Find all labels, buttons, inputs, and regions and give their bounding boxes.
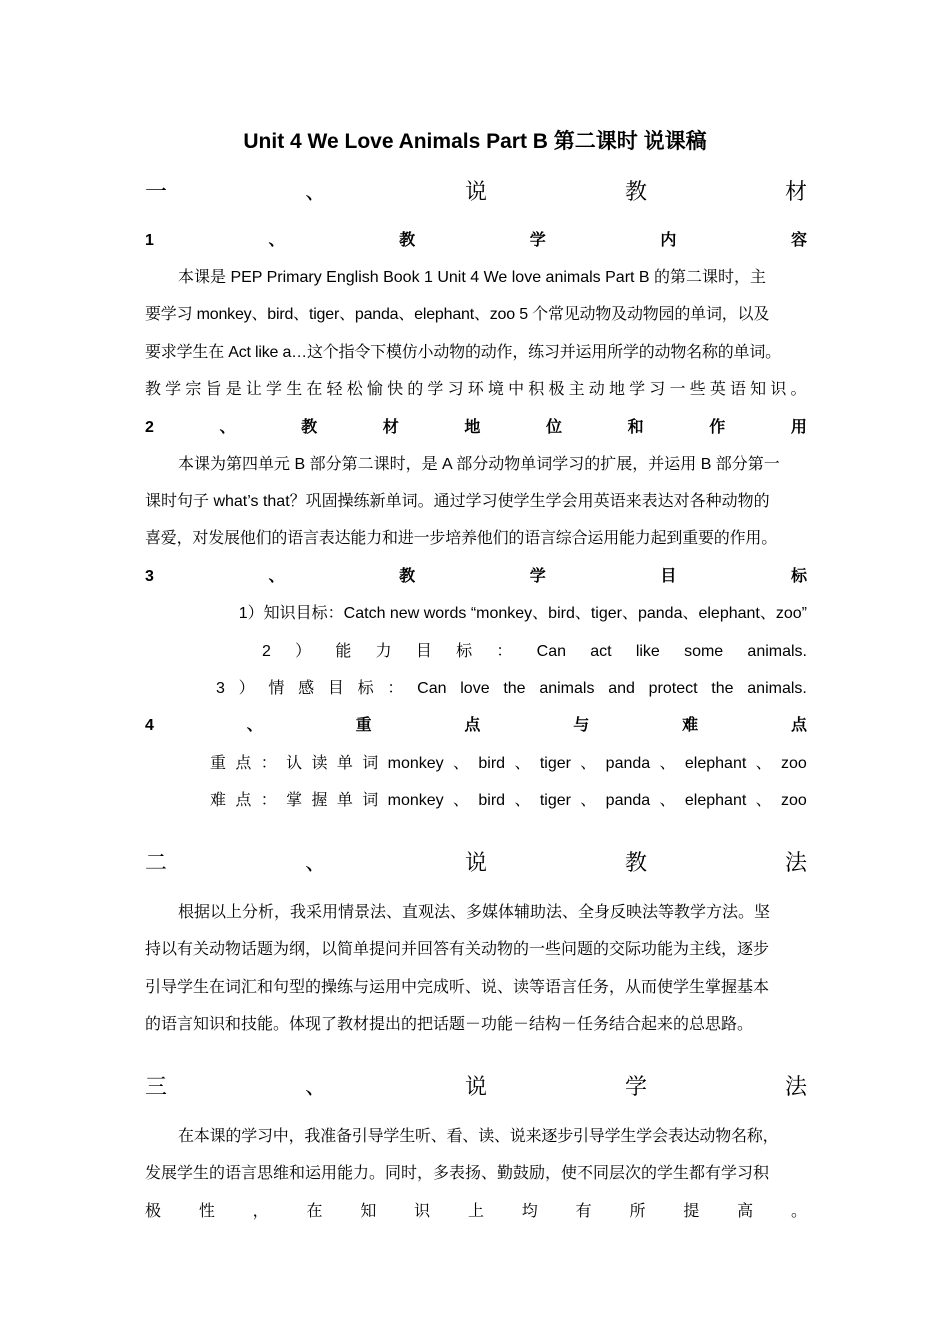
text-token: 、 bbox=[659, 792, 676, 809]
heading-char: 、 bbox=[268, 568, 285, 585]
text-token: 、 bbox=[755, 755, 772, 772]
text-token: Can bbox=[417, 680, 447, 697]
text-token: 2 bbox=[262, 643, 271, 660]
text-char: 环 bbox=[467, 381, 484, 398]
text-char: 在 bbox=[306, 1203, 323, 1220]
text-char: 。 bbox=[790, 1203, 807, 1220]
text-token: 难 bbox=[210, 792, 227, 809]
heading-char: 点 bbox=[464, 717, 481, 734]
text-token: animals. bbox=[747, 680, 807, 697]
heading-char: 用 bbox=[790, 419, 807, 436]
text-char: 让 bbox=[245, 381, 262, 398]
text-token: ） bbox=[295, 643, 312, 660]
text-token: 、 bbox=[514, 792, 531, 809]
text-token: 掌 bbox=[286, 792, 303, 809]
text-token: tiger bbox=[539, 792, 571, 809]
text-token: ： bbox=[496, 643, 513, 660]
paragraph-line: 课时句子 what’s that？巩固操练新单词。通过学习使学生学会用英语来表达对各种动物的 bbox=[145, 493, 770, 510]
heading-char: 、 bbox=[304, 1074, 327, 1099]
text-char: 有 bbox=[575, 1203, 592, 1220]
text-token: 、 bbox=[755, 792, 772, 809]
heading-char: 学 bbox=[529, 232, 546, 249]
goal-knowledge: 1）知识目标：Catch new words “monkey、bird、tiger、panda、elephant、zoo” bbox=[238, 605, 807, 622]
text-token: 感 bbox=[298, 680, 315, 697]
text-char: 地 bbox=[608, 381, 625, 398]
paragraph-line: 发展学生的语言思维和运用能力。同时，多表扬、勤鼓励，使不同层次的学生都有学习积 bbox=[145, 1165, 770, 1182]
text-char: 松 bbox=[346, 381, 363, 398]
text-token: tiger bbox=[539, 755, 571, 772]
text-token: 力 bbox=[375, 643, 392, 660]
text-token: love bbox=[460, 680, 490, 697]
heading-char: 1 bbox=[145, 232, 154, 249]
text-token: panda bbox=[605, 755, 651, 772]
heading-char: 难 bbox=[682, 717, 699, 734]
subheading-1-2 bbox=[145, 416, 807, 440]
text-char: 旨 bbox=[205, 381, 222, 398]
subheading-1-3 bbox=[145, 565, 807, 589]
text-token: ： bbox=[260, 755, 277, 772]
heading-char: 2 bbox=[145, 419, 154, 436]
goal-ability bbox=[262, 640, 807, 664]
heading-char: 容 bbox=[790, 232, 807, 249]
text-token: elephant bbox=[684, 792, 747, 809]
text-char: 知 bbox=[750, 381, 767, 398]
heading-char: 、 bbox=[246, 717, 263, 734]
text-char: 学 bbox=[629, 381, 646, 398]
text-token: animals bbox=[539, 680, 595, 697]
heading-char: 说 bbox=[464, 179, 487, 204]
paragraph-line: 本课是 PEP Primary English Book 1 Unit 4 We love animals Part B 的第二课时，主 bbox=[178, 269, 767, 286]
heading-char: 二 bbox=[145, 850, 168, 875]
text-char: 愉 bbox=[366, 381, 383, 398]
text-char: 上 bbox=[467, 1203, 484, 1220]
text-token: ： bbox=[260, 792, 277, 809]
text-char: 在 bbox=[306, 381, 323, 398]
text-token: zoo bbox=[781, 755, 807, 772]
paragraph-line: 根据以上分析，我采用情景法、直观法、多媒体辅助法、全身反映法等教学方法。坚 bbox=[178, 904, 771, 921]
text-char: 动 bbox=[588, 381, 605, 398]
text-char: 高 bbox=[737, 1203, 754, 1220]
text-token: 词 bbox=[362, 792, 379, 809]
text-token: 单 bbox=[336, 792, 353, 809]
section-heading-3 bbox=[145, 1072, 807, 1102]
text-char: 一 bbox=[669, 381, 686, 398]
text-token: 握 bbox=[311, 792, 328, 809]
paragraph-line: 要求学生在 Act like a…这个指令下模仿小动物的动作，练习并运用所学的动物名称的单词。 bbox=[145, 344, 781, 361]
text-char: 习 bbox=[649, 381, 666, 398]
text-token: monkey bbox=[387, 755, 444, 772]
text-token: elephant bbox=[684, 755, 747, 772]
text-token: bird bbox=[478, 792, 506, 809]
text-char: 。 bbox=[790, 381, 807, 398]
text-token: bird bbox=[478, 755, 506, 772]
document-title: Unit 4 We Love Animals Part B 第二课时 说课稿 bbox=[243, 130, 707, 153]
text-token: 点 bbox=[235, 755, 252, 772]
heading-char: 、 bbox=[268, 232, 285, 249]
heading-char: 、 bbox=[304, 850, 327, 875]
text-char: 是 bbox=[225, 381, 242, 398]
text-token: 3 bbox=[216, 680, 225, 697]
text-char: 快 bbox=[387, 381, 404, 398]
text-token: 点 bbox=[235, 792, 252, 809]
heading-char: 材 bbox=[784, 179, 807, 204]
section-heading-2 bbox=[145, 848, 807, 878]
text-token: 情 bbox=[268, 680, 285, 697]
text-char: 教 bbox=[145, 381, 162, 398]
heading-char: 学 bbox=[529, 568, 546, 585]
paragraph-line: 持以有关动物话题为纲，以简单提问并回答有关动物的一些问题的交际功能为主线，逐步 bbox=[145, 941, 770, 958]
heading-char: 目 bbox=[660, 568, 677, 585]
text-token: some bbox=[684, 643, 724, 660]
heading-char: 、 bbox=[219, 419, 236, 436]
paragraph-line: 引导学生在词汇和句型的操练与运用中完成听、说、读等语言任务，从而使学生掌握基本 bbox=[145, 979, 770, 996]
paragraph-line-justified bbox=[145, 378, 807, 402]
text-token: 单 bbox=[336, 755, 353, 772]
text-token: Can bbox=[536, 643, 566, 660]
text-char: 极 bbox=[548, 381, 565, 398]
text-token: 目 bbox=[415, 643, 432, 660]
text-char: 学 bbox=[165, 381, 182, 398]
heading-char: 教 bbox=[624, 850, 647, 875]
text-token: 、 bbox=[659, 755, 676, 772]
text-token: ） bbox=[238, 680, 255, 697]
text-char: 境 bbox=[487, 381, 504, 398]
goal-emotion bbox=[216, 677, 807, 701]
heading-char: 4 bbox=[145, 717, 154, 734]
text-char: 生 bbox=[286, 381, 303, 398]
text-char: 英 bbox=[709, 381, 726, 398]
heading-char: 教 bbox=[301, 419, 318, 436]
heading-char: 教 bbox=[399, 232, 416, 249]
heading-char: 教 bbox=[624, 179, 647, 204]
text-token: like bbox=[635, 643, 660, 660]
paragraph-line: 在本课的学习中，我准备引导学生听、看、读、说来逐步引导学生学会表达动物名称， bbox=[178, 1128, 779, 1145]
paragraph-line: 的语言知识和技能。体现了教材提出的把话题－功能－结构－任务结合起来的总思路。 bbox=[145, 1016, 754, 1033]
text-char: 中 bbox=[508, 381, 525, 398]
text-char: 语 bbox=[729, 381, 746, 398]
text-char: 学 bbox=[427, 381, 444, 398]
heading-char: 3 bbox=[145, 568, 154, 585]
heading-char: 作 bbox=[709, 419, 726, 436]
text-char: 知 bbox=[360, 1203, 377, 1220]
heading-char: 三 bbox=[145, 1074, 168, 1099]
heading-char: 、 bbox=[304, 179, 327, 204]
heading-char: 地 bbox=[464, 419, 481, 436]
heading-char: 材 bbox=[382, 419, 399, 436]
text-token: monkey bbox=[387, 792, 444, 809]
text-token: zoo bbox=[781, 792, 807, 809]
heading-char: 法 bbox=[784, 850, 807, 875]
subheading-1-4 bbox=[145, 714, 807, 738]
text-char: 积 bbox=[528, 381, 545, 398]
text-char: 主 bbox=[568, 381, 585, 398]
text-token: 能 bbox=[335, 643, 352, 660]
text-char: 所 bbox=[629, 1203, 646, 1220]
text-token: 、 bbox=[453, 755, 470, 772]
heading-char: 法 bbox=[784, 1074, 807, 1099]
text-token: 标 bbox=[357, 680, 374, 697]
text-token: and bbox=[608, 680, 635, 697]
heading-char: 位 bbox=[546, 419, 563, 436]
text-char: ， bbox=[252, 1203, 269, 1220]
text-token: 、 bbox=[580, 755, 597, 772]
text-token: 、 bbox=[580, 792, 597, 809]
text-char: 识 bbox=[770, 381, 787, 398]
text-char: 轻 bbox=[326, 381, 343, 398]
text-token: 目 bbox=[327, 680, 344, 697]
text-token: 、 bbox=[514, 755, 531, 772]
paragraph-line: 喜爱，对发展他们的语言表达能力和进一步培养他们的语言综合运用能力起到重要的作用。 bbox=[145, 530, 778, 547]
heading-char: 标 bbox=[790, 568, 807, 585]
key-point-line bbox=[210, 752, 807, 776]
heading-char: 重 bbox=[355, 717, 372, 734]
heading-char: 一 bbox=[145, 179, 168, 204]
text-char: 性 bbox=[198, 1203, 215, 1220]
heading-char: 学 bbox=[624, 1074, 647, 1099]
heading-char: 教 bbox=[399, 568, 416, 585]
text-token: 读 bbox=[311, 755, 328, 772]
paragraph-line: 本课为第四单元 B 部分第二课时，是 A 部分动物单词学习的扩展，并运用 B 部分第一 bbox=[178, 456, 780, 473]
text-char: 均 bbox=[521, 1203, 538, 1220]
heading-char: 点 bbox=[790, 717, 807, 734]
text-token: protect bbox=[648, 680, 698, 697]
heading-char: 说 bbox=[464, 850, 487, 875]
text-char: 学 bbox=[266, 381, 283, 398]
text-token: 标 bbox=[456, 643, 473, 660]
section-heading-1 bbox=[145, 177, 807, 207]
text-token: act bbox=[590, 643, 612, 660]
text-char: 识 bbox=[414, 1203, 431, 1220]
text-token: 词 bbox=[362, 755, 379, 772]
text-token: the bbox=[503, 680, 526, 697]
heading-char: 和 bbox=[627, 419, 644, 436]
text-char: 的 bbox=[407, 381, 424, 398]
paragraph-line: 要学习 monkey、bird、tiger、panda、elephant、zoo 5 个常见动物及动物园的单词，以及 bbox=[145, 306, 770, 323]
difficult-point-line bbox=[210, 789, 807, 813]
text-char: 些 bbox=[689, 381, 706, 398]
text-char: 提 bbox=[683, 1203, 700, 1220]
text-token: animals. bbox=[747, 643, 807, 660]
paragraph-line-justified bbox=[145, 1200, 807, 1224]
text-token: 重 bbox=[210, 755, 227, 772]
text-char: 宗 bbox=[185, 381, 202, 398]
text-token: ： bbox=[387, 680, 404, 697]
text-char: 极 bbox=[145, 1203, 162, 1220]
heading-char: 与 bbox=[573, 717, 590, 734]
text-token: 、 bbox=[453, 792, 470, 809]
text-token: the bbox=[711, 680, 734, 697]
text-token: panda bbox=[605, 792, 651, 809]
text-token: 认 bbox=[286, 755, 303, 772]
heading-char: 内 bbox=[660, 232, 677, 249]
text-char: 习 bbox=[447, 381, 464, 398]
subheading-1-1 bbox=[145, 229, 807, 253]
heading-char: 说 bbox=[464, 1074, 487, 1099]
